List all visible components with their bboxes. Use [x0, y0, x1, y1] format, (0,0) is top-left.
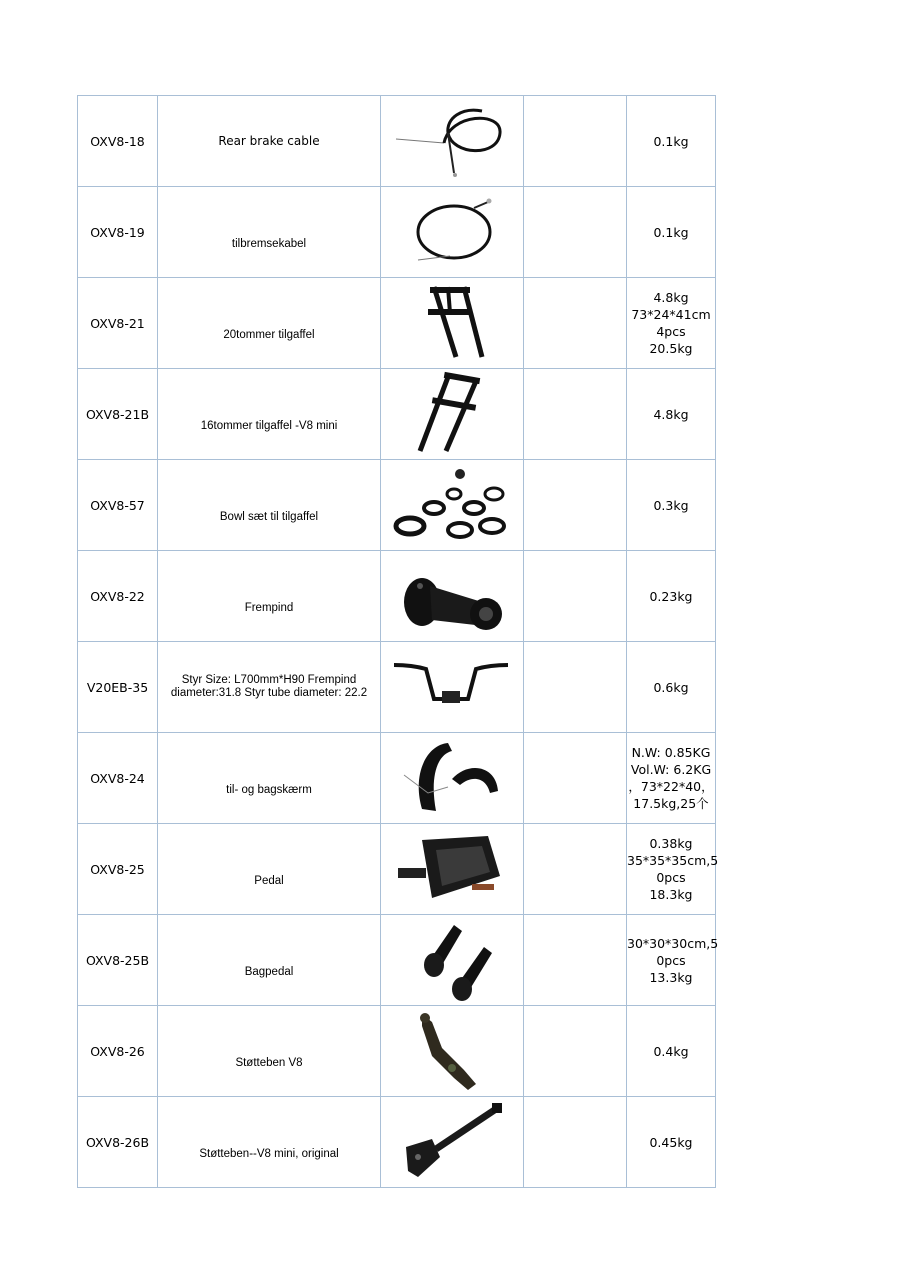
handlebar-icon	[390, 657, 514, 717]
table-row	[78, 278, 716, 369]
part-image-cell	[381, 369, 524, 460]
blank-cell	[524, 915, 627, 1006]
brake-cable-icon	[392, 103, 512, 179]
blank-cell	[524, 187, 627, 278]
weight-line: 0.45kg	[649, 1134, 693, 1150]
blank-cell	[524, 369, 627, 460]
part-code: V20EB-35	[78, 642, 158, 733]
weight-line: 17.5kg,25个	[633, 796, 709, 811]
weight-line: 0.23kg	[649, 588, 693, 604]
part-name	[158, 824, 381, 915]
part-name	[158, 187, 381, 278]
blank-cell	[524, 1097, 627, 1188]
part-image-cell	[381, 824, 524, 915]
part-code: OXV8-19	[78, 187, 158, 278]
table-row	[78, 187, 716, 278]
weight-cell	[627, 551, 716, 642]
table-row	[78, 369, 716, 460]
part-code: OXV8-18	[78, 96, 158, 187]
table-row	[78, 460, 716, 551]
part-name	[158, 915, 381, 1006]
part-code: OXV8-21	[78, 278, 158, 369]
weight-line: 35*35*35cm,5	[627, 853, 719, 868]
weight-line: ，73*22*40，	[628, 779, 714, 794]
part-name-text: Rear brake cable	[218, 133, 320, 148]
weight-line: 0.4kg	[653, 1043, 689, 1059]
part-name-text: 20tommer tilgaffel	[223, 328, 315, 341]
weight-line: 0.6kg	[653, 679, 689, 695]
part-name	[158, 1006, 381, 1097]
part-image-cell	[381, 278, 524, 369]
part-code: OXV8-24	[78, 733, 158, 824]
weight-line: 0pcs	[656, 870, 686, 885]
part-code: OXV8-26B	[78, 1097, 158, 1188]
brake-cable-coil-icon	[392, 194, 512, 270]
weight-cell	[627, 187, 716, 278]
part-name-text: til- og bagskærm	[226, 783, 312, 796]
weight-cell	[627, 278, 716, 369]
weight-cell	[627, 733, 716, 824]
blank-cell	[524, 278, 627, 369]
blank-cell	[524, 96, 627, 187]
kickstand-mini-icon	[392, 1099, 512, 1185]
part-name-text: Frempind	[244, 601, 294, 614]
weight-cell	[627, 96, 716, 187]
table-row	[78, 824, 716, 915]
pedal-icon	[392, 826, 512, 912]
weight-line: 4.8kg	[653, 406, 689, 422]
kickstand-icon	[392, 1008, 512, 1094]
part-image-cell	[381, 915, 524, 1006]
weight-line: 0pcs	[656, 952, 686, 968]
front-fork-mini-icon	[392, 371, 512, 457]
part-name	[158, 1097, 381, 1188]
weight-cell	[627, 460, 716, 551]
part-code: OXV8-21B	[78, 369, 158, 460]
weight-line: 4.8kg	[653, 290, 689, 305]
weight-cell	[627, 1006, 716, 1097]
table-row	[78, 733, 716, 824]
part-name-text: 16tommer tilgaffel -V8 mini	[200, 419, 338, 432]
parts-table	[77, 95, 719, 1188]
blank-cell	[524, 551, 627, 642]
part-image-cell	[381, 551, 524, 642]
blank-cell	[524, 460, 627, 551]
table-row	[78, 96, 716, 187]
headset-bowl-set-icon	[390, 462, 514, 548]
weight-line: 0.1kg	[653, 224, 689, 240]
part-name	[158, 733, 381, 824]
rear-pedal-icon	[392, 917, 512, 1003]
part-name	[158, 369, 381, 460]
part-name	[158, 551, 381, 642]
weight-line: N.W: 0.85KG	[631, 745, 711, 760]
table-row	[78, 1097, 716, 1188]
weight-line: 73*24*41cm	[631, 307, 711, 322]
weight-line: Vol.W: 6.2KG	[630, 762, 712, 777]
part-code: OXV8-25	[78, 824, 158, 915]
weight-line: 20.5kg	[649, 341, 693, 356]
table-row	[78, 1006, 716, 1097]
weight-line: 0.1kg	[653, 133, 689, 149]
weight-cell	[627, 642, 716, 733]
weight-line: 13.3kg	[649, 969, 693, 985]
weight-line: 0.3kg	[653, 497, 689, 513]
part-code: OXV8-25B	[78, 915, 158, 1006]
part-image-cell	[381, 1097, 524, 1188]
part-code: OXV8-26	[78, 1006, 158, 1097]
part-name-text: Støtteben--V8 mini, original	[199, 1147, 339, 1160]
part-image-cell	[381, 96, 524, 187]
weight-cell	[627, 1097, 716, 1188]
weight-cell	[627, 824, 719, 915]
part-name	[158, 278, 381, 369]
part-name-text: Støtteben V8	[235, 1056, 303, 1069]
part-code: OXV8-57	[78, 460, 158, 551]
part-name	[158, 460, 381, 551]
weight-line: 4pcs	[656, 324, 686, 339]
blank-cell	[524, 733, 627, 824]
part-image-cell	[381, 733, 524, 824]
blank-cell	[524, 642, 627, 733]
part-image-cell	[381, 642, 524, 733]
table-row	[78, 642, 716, 733]
part-image-cell	[381, 187, 524, 278]
front-fork-icon	[392, 283, 512, 363]
weight-line: 30*30*30cm,5	[627, 935, 719, 951]
part-name	[158, 96, 381, 187]
weight-cell	[627, 369, 716, 460]
part-image-cell	[381, 1006, 524, 1097]
blank-cell	[524, 824, 627, 915]
part-name-text: Bagpedal	[244, 965, 294, 978]
stem-icon	[392, 556, 512, 636]
weight-cell	[627, 915, 719, 1006]
fender-icon	[392, 735, 512, 821]
part-name-text: tilbremsekabel	[231, 237, 307, 250]
weight-line: 0.38kg	[649, 836, 693, 851]
weight-line: 18.3kg	[649, 887, 693, 902]
part-name-text: Pedal	[254, 874, 284, 887]
part-name-text: Styr Size: L700mm*H90 Frempind diameter:31.8 Styr tube diameter: 22.2	[170, 674, 368, 699]
part-name-text: Bowl sæt til tilgaffel	[219, 510, 319, 523]
part-image-cell	[381, 460, 524, 551]
blank-cell	[524, 1006, 627, 1097]
table-row	[78, 915, 716, 1006]
table-row	[78, 551, 716, 642]
part-name	[158, 642, 381, 733]
part-code: OXV8-22	[78, 551, 158, 642]
